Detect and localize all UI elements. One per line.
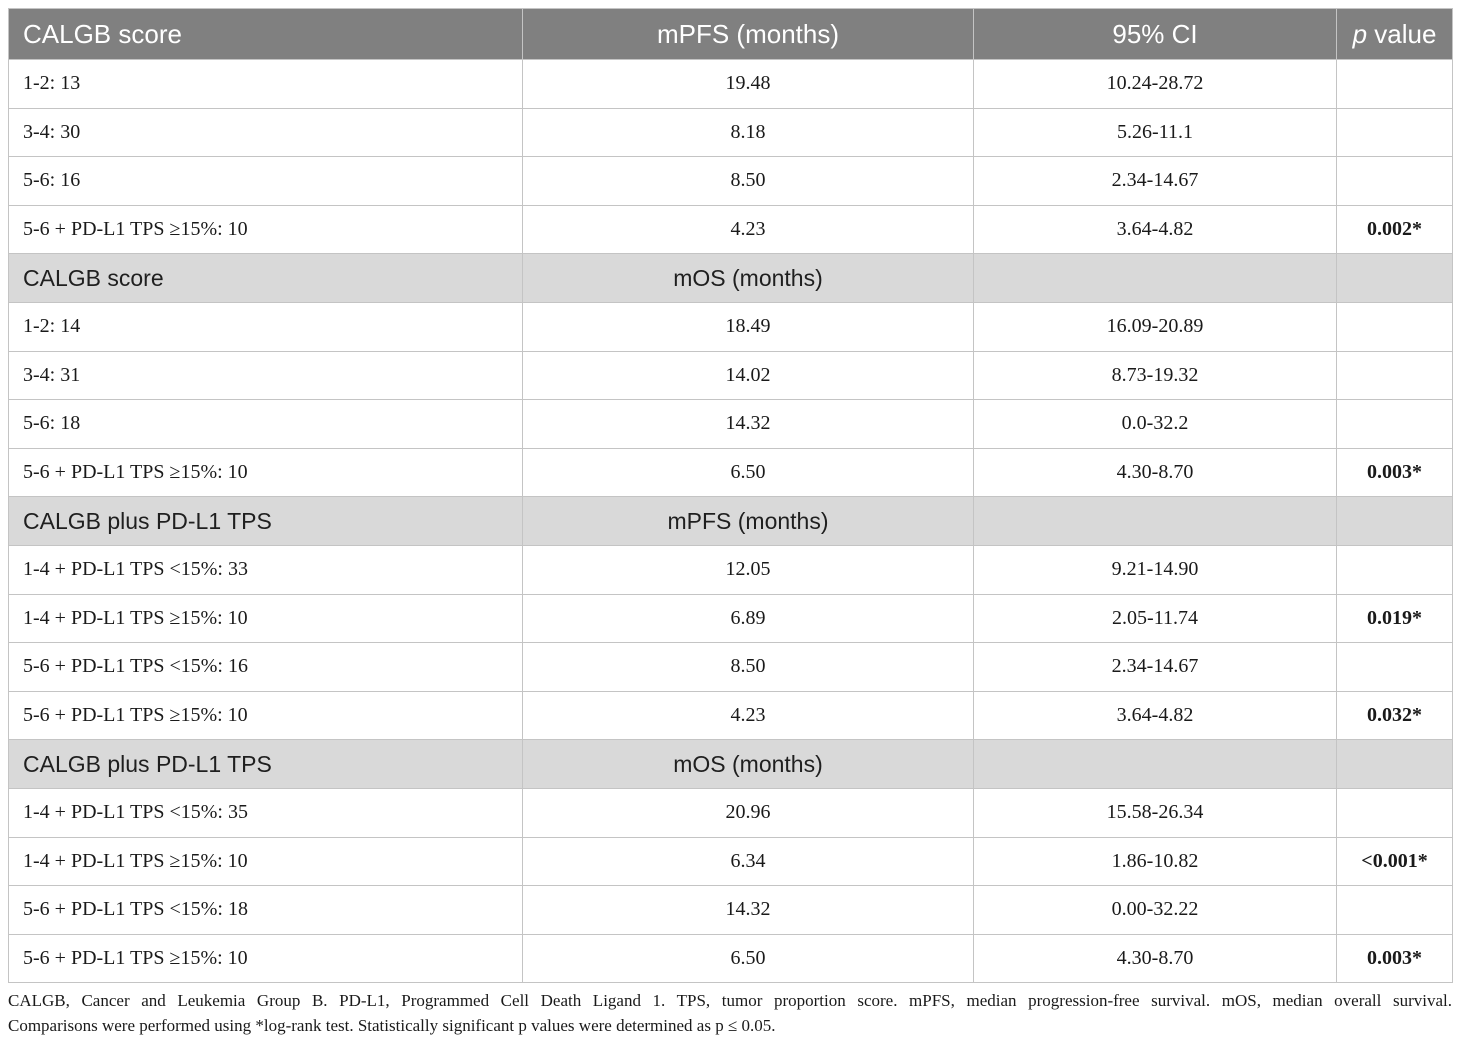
median-cell: 14.02 [523, 351, 974, 400]
p-value-cell [1337, 546, 1453, 595]
empty-cell [974, 740, 1337, 789]
section-title: CALGB plus PD-L1 TPS [9, 497, 523, 546]
p-value-cell [1337, 303, 1453, 352]
ci-header: 95% CI [974, 9, 1337, 60]
group-cell: 1-4 + PD-L1 TPS <15%: 33 [9, 546, 523, 595]
ci-cell: 5.26-11.1 [974, 108, 1337, 157]
section-title: CALGB score [9, 254, 523, 303]
median-cell: 6.50 [523, 934, 974, 983]
table-row [9, 934, 1453, 983]
median-cell: 14.32 [523, 886, 974, 935]
table-row [9, 351, 1453, 400]
group-cell: 1-2: 13 [9, 60, 523, 109]
group-cell: 3-4: 31 [9, 351, 523, 400]
ci-cell: 2.34-14.67 [974, 643, 1337, 692]
table-footnote [8, 988, 1452, 1038]
table-row [9, 400, 1453, 449]
p-value-cell [1337, 789, 1453, 838]
group-header: CALGB score [9, 9, 523, 60]
p-value-cell: <0.001* [1337, 837, 1453, 886]
median-cell: 8.50 [523, 643, 974, 692]
p-value-cell: 0.002* [1337, 205, 1453, 254]
ci-cell: 15.58-26.34 [974, 789, 1337, 838]
table-row [9, 303, 1453, 352]
p-value-cell [1337, 351, 1453, 400]
table-row [9, 594, 1453, 643]
table-row [9, 60, 1453, 109]
ci-cell: 4.30-8.70 [974, 934, 1337, 983]
group-cell: 1-4 + PD-L1 TPS <15%: 35 [9, 789, 523, 838]
group-cell: 1-2: 14 [9, 303, 523, 352]
median-cell: 6.89 [523, 594, 974, 643]
p-value-cell [1337, 886, 1453, 935]
group-cell: 5-6: 16 [9, 157, 523, 206]
p-value-cell [1337, 643, 1453, 692]
median-cell: 20.96 [523, 789, 974, 838]
p-value-cell: 0.003* [1337, 934, 1453, 983]
table-row [9, 886, 1453, 935]
empty-cell [974, 497, 1337, 546]
table-row [9, 448, 1453, 497]
table-row [9, 157, 1453, 206]
median-cell: 14.32 [523, 400, 974, 449]
ci-cell: 10.24-28.72 [974, 60, 1337, 109]
table-row [9, 108, 1453, 157]
p-value-cell: 0.019* [1337, 594, 1453, 643]
section-header-row [9, 254, 1453, 303]
p-value-cell [1337, 108, 1453, 157]
section-header-row [9, 497, 1453, 546]
table-row [9, 205, 1453, 254]
table-row [9, 643, 1453, 692]
group-cell: 5-6 + PD-L1 TPS ≥15%: 10 [9, 205, 523, 254]
ci-cell: 1.86-10.82 [974, 837, 1337, 886]
ci-cell: 3.64-4.82 [974, 691, 1337, 740]
group-cell: 5-6 + PD-L1 TPS ≥15%: 10 [9, 448, 523, 497]
ci-cell: 8.73-19.32 [974, 351, 1337, 400]
p-value-cell [1337, 157, 1453, 206]
ci-cell: 9.21-14.90 [974, 546, 1337, 595]
table-header-row [9, 9, 1453, 60]
section-metric: mOS (months) [523, 254, 974, 303]
median-cell: 8.50 [523, 157, 974, 206]
table-row [9, 789, 1453, 838]
p-value-cell [1337, 60, 1453, 109]
group-cell: 1-4 + PD-L1 TPS ≥15%: 10 [9, 594, 523, 643]
section-title: CALGB plus PD-L1 TPS [9, 740, 523, 789]
value-label: value [1374, 18, 1437, 49]
ci-cell: 3.64-4.82 [974, 205, 1337, 254]
footnote-abbreviations: CALGB, Cancer and Leukemia Group B. PD-L1, Programmed Cell Death Ligand 1. TPS, tumor proportion score. mPFS, median progression-free survival. mOS, median overall survival. [8, 991, 1452, 1010]
ci-cell: 0.00-32.22 [974, 886, 1337, 935]
p-value-cell [1337, 400, 1453, 449]
group-cell: 1-4 + PD-L1 TPS ≥15%: 10 [9, 837, 523, 886]
p-value-cell: 0.032* [1337, 691, 1453, 740]
ci-cell: 0.0-32.2 [974, 400, 1337, 449]
median-cell: 8.18 [523, 108, 974, 157]
median-cell: 4.23 [523, 205, 974, 254]
median-cell: 4.23 [523, 691, 974, 740]
p-value-header [1337, 9, 1453, 60]
median-cell: 19.48 [523, 60, 974, 109]
section-metric: mPFS (months) [523, 497, 974, 546]
median-header: mPFS (months) [523, 9, 974, 60]
ci-cell: 16.09-20.89 [974, 303, 1337, 352]
results-table [8, 8, 1453, 983]
ci-cell: 2.05-11.74 [974, 594, 1337, 643]
group-cell: 5-6 + PD-L1 TPS ≥15%: 10 [9, 934, 523, 983]
empty-cell [1337, 254, 1453, 303]
group-cell: 5-6 + PD-L1 TPS <15%: 18 [9, 886, 523, 935]
empty-cell [1337, 497, 1453, 546]
group-cell: 3-4: 30 [9, 108, 523, 157]
table-row [9, 691, 1453, 740]
median-cell: 6.34 [523, 837, 974, 886]
empty-cell [974, 254, 1337, 303]
section-metric: mOS (months) [523, 740, 974, 789]
table-row [9, 546, 1453, 595]
group-cell: 5-6 + PD-L1 TPS <15%: 16 [9, 643, 523, 692]
empty-cell [1337, 740, 1453, 789]
ci-cell: 4.30-8.70 [974, 448, 1337, 497]
section-header-row [9, 740, 1453, 789]
p-italic: p [1352, 18, 1368, 49]
footnote-methods: Comparisons were performed using *log-rank test. Statistically significant p values were determined as p ≤ 0.05. [8, 1016, 776, 1035]
group-cell: 5-6: 18 [9, 400, 523, 449]
median-cell: 12.05 [523, 546, 974, 595]
group-cell: 5-6 + PD-L1 TPS ≥15%: 10 [9, 691, 523, 740]
median-cell: 18.49 [523, 303, 974, 352]
p-value-cell: 0.003* [1337, 448, 1453, 497]
ci-cell: 2.34-14.67 [974, 157, 1337, 206]
table-row [9, 837, 1453, 886]
median-cell: 6.50 [523, 448, 974, 497]
